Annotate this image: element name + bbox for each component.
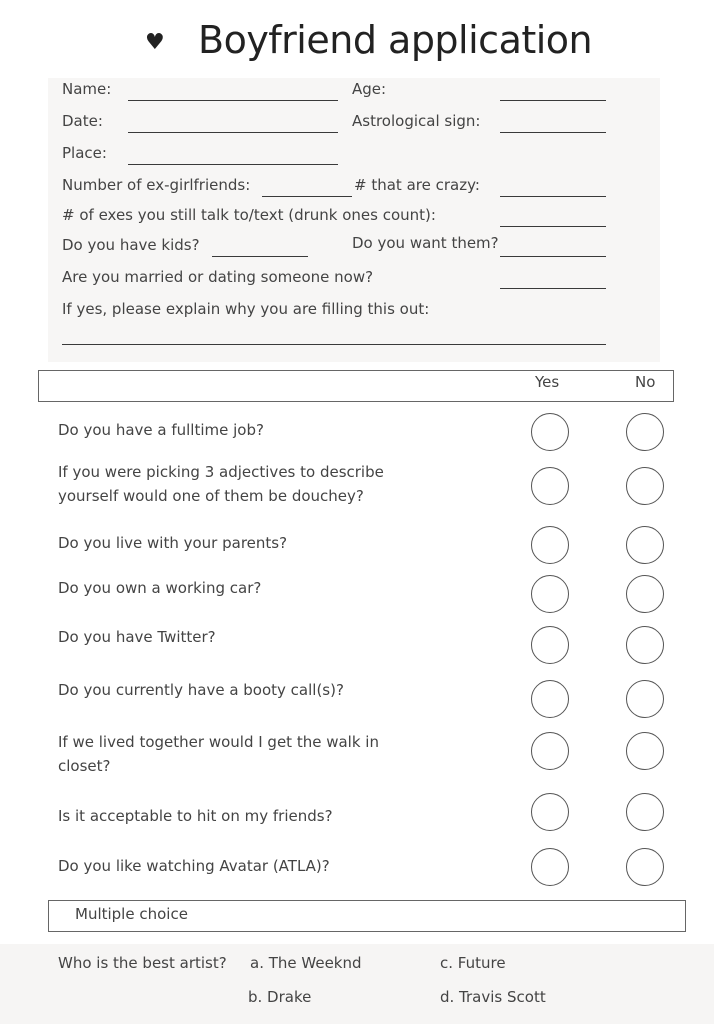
want-label: Do you want them? bbox=[352, 234, 499, 252]
job-yes-radio[interactable] bbox=[531, 413, 569, 451]
twitter-yes-radio[interactable] bbox=[531, 626, 569, 664]
heart-icon: ♥ bbox=[145, 30, 165, 55]
name-field[interactable] bbox=[128, 100, 338, 101]
option-d[interactable]: d. Travis Scott bbox=[440, 988, 546, 1006]
page-title: Boyfriend application bbox=[198, 18, 593, 62]
kids-label: Do you have kids? bbox=[62, 236, 200, 254]
age-label: Age: bbox=[352, 80, 387, 98]
question-twitter: Do you have Twitter? bbox=[58, 628, 216, 646]
yes-no-header bbox=[38, 370, 674, 402]
twitter-no-radio[interactable] bbox=[626, 626, 664, 664]
explain-field[interactable] bbox=[62, 344, 606, 345]
crazy-label: # that are crazy: bbox=[354, 176, 480, 194]
astro-field[interactable] bbox=[500, 132, 606, 133]
married-label: Are you married or dating someone now? bbox=[62, 268, 374, 286]
closet-yes-radio[interactable] bbox=[531, 732, 569, 770]
exes-field[interactable] bbox=[262, 196, 352, 197]
talk-field[interactable] bbox=[500, 226, 606, 227]
no-column-label: No bbox=[635, 373, 656, 391]
douchey-no-radio[interactable] bbox=[626, 467, 664, 505]
avatar-no-radio[interactable] bbox=[626, 848, 664, 886]
car-yes-radio[interactable] bbox=[531, 575, 569, 613]
talk-label: # of exes you still talk to/text (drunk ones count): bbox=[62, 206, 436, 224]
booty-call-yes-radio[interactable] bbox=[531, 680, 569, 718]
closet-no-radio[interactable] bbox=[626, 732, 664, 770]
option-c[interactable]: c. Future bbox=[440, 954, 506, 972]
question-parents: Do you live with your parents? bbox=[58, 534, 288, 552]
want-field[interactable] bbox=[500, 256, 606, 257]
question-job: Do you have a fulltime job? bbox=[58, 421, 264, 439]
age-field[interactable] bbox=[500, 100, 606, 101]
question-car: Do you own a working car? bbox=[58, 579, 262, 597]
job-no-radio[interactable] bbox=[626, 413, 664, 451]
question-avatar: Do you like watching Avatar (ATLA)? bbox=[58, 857, 330, 875]
multiple-choice-header bbox=[48, 900, 686, 932]
place-field[interactable] bbox=[128, 164, 338, 165]
car-no-radio[interactable] bbox=[626, 575, 664, 613]
astro-label: Astrological sign: bbox=[352, 112, 481, 130]
kids-field[interactable] bbox=[212, 256, 308, 257]
friends-yes-radio[interactable] bbox=[531, 793, 569, 831]
douchey-yes-radio[interactable] bbox=[531, 467, 569, 505]
avatar-yes-radio[interactable] bbox=[531, 848, 569, 886]
yes-column-label: Yes bbox=[535, 373, 560, 391]
explain-label: If yes, please explain why you are filling this out: bbox=[62, 300, 430, 318]
option-b[interactable]: b. Drake bbox=[248, 988, 312, 1006]
crazy-field[interactable] bbox=[500, 196, 606, 197]
multiple-choice-section bbox=[0, 944, 714, 1024]
option-a[interactable]: a. The Weeknd bbox=[250, 954, 362, 972]
info-section bbox=[48, 78, 660, 362]
date-field[interactable] bbox=[128, 132, 338, 133]
question-booty-call: Do you currently have a booty call(s)? bbox=[58, 681, 344, 699]
artist-question: Who is the best artist? bbox=[58, 954, 227, 972]
friends-no-radio[interactable] bbox=[626, 793, 664, 831]
place-label: Place: bbox=[62, 144, 107, 162]
exes-label: Number of ex-girlfriends: bbox=[62, 176, 251, 194]
booty-call-no-radio[interactable] bbox=[626, 680, 664, 718]
question-closet: If we lived together would I get the walk in closet? bbox=[58, 733, 379, 775]
parents-yes-radio[interactable] bbox=[531, 526, 569, 564]
date-label: Date: bbox=[62, 112, 103, 130]
parents-no-radio[interactable] bbox=[626, 526, 664, 564]
married-field[interactable] bbox=[500, 288, 606, 289]
question-douchey: If you were picking 3 adjectives to describe yourself would one of them be douchey? bbox=[58, 463, 384, 505]
question-friends: Is it acceptable to hit on my friends? bbox=[58, 807, 333, 825]
multiple-choice-label: Multiple choice bbox=[75, 905, 188, 923]
name-label: Name: bbox=[62, 80, 112, 98]
